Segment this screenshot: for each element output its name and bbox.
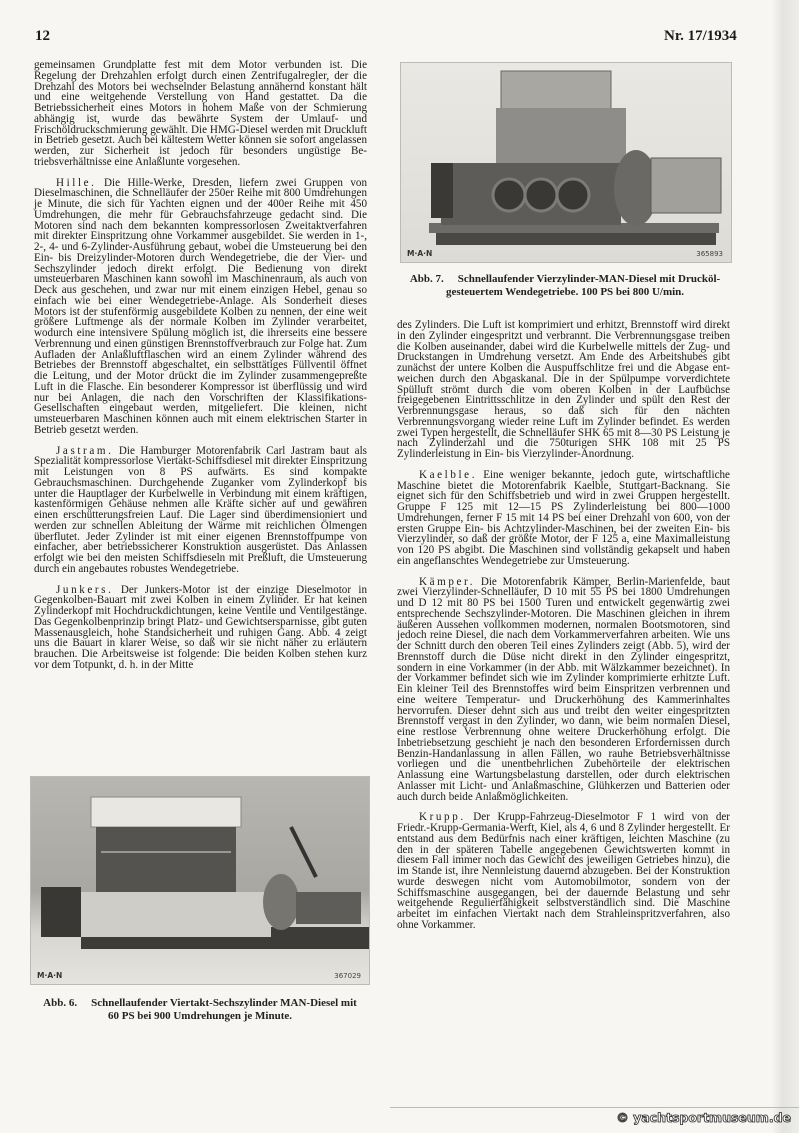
paragraph-hmg-continued: [34, 60, 367, 168]
paragraph-text: gemeinsamen Grundplatte fest mit dem Motor verbunden ist. Die Regelung der Drehzahlen erfolgt durch einen Zentrifugalregler, der die Drehzahl des Motors bei wechselnder Belastung annähernd konstant hält und eine weitgehende Verstellung von Hand gestattet. Da die Betriebssicherheit eines Motors in hohem Maße von der Schmierung abhängig ist, wurde das bewährte System der Umlauf- und Frischöldruckschmierung gewählt. Die HMG-Diesel werden mit Druckluft in Betrieb gesetzt. Auch bei kältestem Wetter können sie sofort angelassen werden, zur Sicherheit ist jedoch für besonders ungüstige Betriebsverhältnisse eine Anlaßlunte vorgesehen.: [34, 59, 367, 168]
paragraph-text: Die Hamburger Motorenfabrik Carl Jastram baut als Spezialität kompressorlose Viertakt-Schiffsdiesel mit direkter Einspritzung mit Leistungen von 8 PS aufwärts. Es sind kompakte Gebrauchsmaschinen. Durchgehende Zuganker vom Zylinderkopf bis unter die Hauptlager der Kurbelwelle in Verbindung mit einem kräftigen, kastenförmigen Gehäuse nehmen alle Kräfte sicher auf und gewähren einen erschütterungsfreien Lauf. Die Lager sind überdimensioniert und werden zur schnellen Ableitung der Wärme mit reichlichen Ölmengen überflutet. Jeder Zylinder ist mit einer eigenen Brennstoffpumpe von einfacher, aber betriebssicherer Konstruktion ausgerüstet. Das Anlassen erfolgt wie bei den meisten Schiffsdieseln mit Preßluft, die Umsteuerung durch ein angebautes robustes Wendegetriebe.: [34, 444, 367, 575]
paragraph-kaemper: [397, 577, 730, 803]
watermark: © yachtsportmuseum.de: [616, 1110, 791, 1125]
section-lead-kaemper: Kämper.: [419, 575, 476, 588]
left-text-column: [34, 60, 367, 681]
paragraph-text: Der Junkers-Motor ist der einzige Dieselmotor in Gegenkolben-Bauart mit zwei Kolben in einem Zylinder. Er hat keinen Zylinderkopf mit Hochdruckdichtungen, keine Ventile und Ventilgestänge. Das Gegenkolbenprinzip bringt Platz- und Gewichtsersparnisse, gibt guten Massenausgleich, hohe Standsicherheit und ruhigen Gang. Abb. 4 zeigt uns die Bauart in klarer Weise, so daß wir sie nicht näher zu erläutern brauchen. Die Arbeitsweise ist folgende: Die beiden Kolben stehen kurz vor dem Totpunkt, d. h. in der Mitte: [34, 583, 367, 671]
right-text-column: [397, 320, 730, 941]
section-lead-hille: Hille.: [56, 176, 97, 189]
issue-number: Nr. 17/1934: [664, 28, 737, 44]
paragraph-hille: [34, 178, 367, 436]
scan-edge-shadow: [773, 0, 799, 1133]
maker-mark: M·A·N: [37, 971, 63, 980]
caption-label: Abb. 7.: [409, 273, 444, 285]
paragraph-text: Eine weniger bekannte, jedoch gute, wirtschaftliche Maschine bietet die Motorenfabrik Kaelble, Stuttgart-Backnang. Sie eignet sich für den Schiffsbetrieb und wird in zwei Gruppen hergestellt. Gruppe F 125 mit 12—15 PS Zylinderleistung bei 800—1000 Umdrehungen, ferner F 15 mit 14 PS bei einer Drehzahl von 600, von der ersten Gruppe Ein- bis Achtzylinder-Maschinen, bei der zweiten Ein- bis Vierzylinder, so daß der größte Motor, der F 125 a, eine Maximalleistung von 120 PS abgibt. Die Maschinen sind vollständig gekapselt und haben ein angeflanschtes Wendegetriebe zur Umsteuerung.: [397, 468, 730, 567]
paragraph-text: Die Motorenfabrik Kämper, Berlin-Marienfelde, baut zwei Vierzylinder-Schnelläufer, D 10 mit 55 PS bei 1800 Umdrehungen und D 12 mit 80 PS bei 1500 Turen und entwickelt gegenwärtig zwei entsprechende Sechszylinder-Motoren. Die Maschinen gleichen in ihrem äußeren Aussehen vollkommen modernen, normalen Bootsmotoren, sind jedoch reine Diesel, die nach dem Vorkammerverfahren arbeiten. Wie uns der Schnitt durch den oberen Teil eines Zylinders zeigt (Abb. 5), wird der Brennstoff durch die Düse nicht direkt in den Zylinder eingespritzt, sondern in eine Vorkammer (in der Abb. mit Wälzkammer bezeichnet). In der Vorkammer befindet sich wie im Zylinder komprimierte erhitzte Luft. Ein kleiner Teil des Brennstoffes wird beim Einspritzen verbrennen und eine weitere Temperatur- und Druckerhöhung des Kammerinhaltes hervorrufen. Dieser dehnt sich aus und treibt den weiter eingespritzten Brennstoff vergast in den Zylinder, wo dann, wie beim normalen Diesel, eine restlose Verbrennung ohne weitere Druckerhöhung erfolgt. Die Inbetriebsetzung geschieht je nach den besonderen Erfordernissen durch Benzin-Handanlassung in allen Fällen, wo rauhe Betriebsverhältnisse vorliegen und die unentbehrlichen Zubehörteile der elektrischen Anlassung eine Wartungsbelastung darstellen, oder durch elektrischen Anlasser mit Licht- und Anlaßmaschine, Glühkerzen und Batterien oder auch durch beide Anlaßmöglichkeiten.: [397, 575, 730, 803]
photo-number: 365893: [696, 250, 723, 258]
caption-line-2: gesteuertem Wendegetriebe. 100 PS bei 800 U/min.: [445, 285, 685, 298]
figure-6-caption: [30, 997, 370, 1022]
paragraph-text: Die Hille-Werke, Dresden, liefern zwei Gruppen von Dieselmaschinen, die Schnelläufer der 250er Reihe mit 800 Umdrehungen je Minute, die sich für Yachten eignen und der 400er Reihe mit 450 Umdrehungen, die mehr für Gebrauchsfahrzeuge gedacht sind. Die Motoren sind nach dem bekannten kompressorlosen Zweitaktverfahren mit direkter Einspritzung ohne Vorkammer ausgebildet. Sie werden in 1-, 2-, 4- und 6-Zylinder-Ausführung gebaut, wobei die Umsteuerung bei den Ein- bis Dreizylinder-Motoren durch Wendegetriebe, die der Vier- und Sechszylinder jedoch direkt erfolgt. Die Bedienung von direkt umsteuerbaren Maschinen kann sowohl im Maschinenraum, als auch von Deck aus geschehen, und zwar nur mit einem einzigen Hebel, genau so einfach wie bei einer Wendegetriebe-Anlage. Als Sonderheit dieses Motors ist der stufenförmig ausgebildete Kolben zu nennen, der eine weit größere Luftmenge als der normale Kolben im Zylinder verarbeitet, wodurch eine intensivere Spülung möglich ist, die ihrerseits eine bessere Verbrennung und einen günstigen Brennstoffverbrauch zur Folge hat. Zum Aufladen der Anlaßluftflaschen wird an einem Zylinder während des Betriebes der Brennstoff abgeschaltet, ein selbsttätiges Füllventil öffnet die Leitung, und der Motor drückt die im Zylinder zusammengepreßte Luft in die Flasche. Ein besonderer Kompressor ist überflüssig und wird nur bei Anlagen, die nach den Vorschriften der Klassifikations-Gesellschaften eingebaut werden, mitgeliefert. Die kleinen, nicht umsteuerbaren Maschinen können auch mit einem elektrischen Starter in Betrieb gesetzt werden.: [34, 176, 367, 436]
caption-line-1: Schnellaufender Vierzylinder-MAN-Diesel mit Drucköl-: [457, 273, 721, 285]
maker-mark: M·A·N: [407, 249, 433, 258]
paragraph-text: Der Krupp-Fahrzeug-Dieselmotor F 1 wird von der Friedr.-Krupp-Germania-Werft, Kiel, als 4, 6 und 8 Zylinder hergestellt. Er entstand aus dem Bedürfnis nach einer kräftigen, leichten Maschine (zu den in der späteren Tabelle angegebenen Gewichtswerten kommt in diesem Fall immer noch das Gewicht des jeweiligen Getriebes hinzu), die im Stande ist, ihre Nennleistung dauernd abzugeben. Bei der Konstruktion wurde deswegen nicht vom Automobilmotor, sondern von der Schiffsmaschine ausgegangen, bei der dauernde Belastung und sehr weitgehende Regulierfähigkeit selbstverständlich sind. Die Maschine arbeitet im einfachen Viertakt nach dem Strahleinspritzverfahren, also ohne Vorkammer.: [397, 811, 730, 931]
paragraph-junkers: [34, 585, 367, 671]
engine-illustration-icon: [401, 63, 731, 262]
section-lead-junkers: Junkers.: [56, 583, 114, 596]
paragraph-junkers-continued: [397, 320, 730, 460]
paragraph-jastram: [34, 446, 367, 575]
section-lead-kaelble: Kaelble.: [419, 468, 478, 481]
page-number: 12: [35, 28, 50, 44]
engine-illustration-icon: [31, 777, 369, 984]
figure-7-photo: [400, 62, 732, 263]
photo-number: 367029: [334, 972, 361, 980]
paragraph-krupp: [397, 812, 730, 930]
caption-line-1: Schnellaufender Viertakt-Sechszylinder MAN-Diesel mit: [91, 997, 357, 1009]
figure-7-caption: [396, 273, 734, 298]
paragraph-kaelble: [397, 470, 730, 567]
page-edge-rule: [390, 1107, 799, 1108]
caption-line-2: 60 PS bei 900 Umdrehungen je Minute.: [107, 1009, 293, 1022]
section-lead-krupp: Krupp.: [419, 811, 466, 824]
figure-6-photo: [30, 776, 370, 985]
paragraph-text: des Zylinders. Die Luft ist komprimiert und erhitzt, Brennstoff wird direkt in den Zylinder eingespritzt und verbrannt. Die Verbrennungsgase treiben die Kolben auseinander, dabei wird die Kurbelwelle mittels der Zug- und Druckstangen in Umdrehung versetzt. Am Ende des Arbeitshubes gibt zunächst der untere Kolben die Auspuffschlitze frei und die Abgase entweichen durch den Abgaskanal. Die in der Spülpumpe vorverdichtete Spülluft strömt durch die vom oberen Kolben in der Laufbüchse freigegebenen Eintrittsschlitze in den Zylinder und spült den Rest der Verbrennungsgase heraus, so daß sich für den nächten Verbrennungsvorgang wieder reine Luft im Zylinder befindet. Es werden zwei Typen hergestellt, die Schnelläufer SHK 65 mit 8—30 PS Leistung je nach Zylinderzahl und die 750turigen SHK 108 mit 25 PS Zylinderleistung in Ein- bis Vierzylinder-Anordnung.: [397, 319, 730, 460]
section-lead-jastram: Jastram.: [56, 444, 114, 457]
caption-label: Abb. 6.: [43, 997, 78, 1009]
